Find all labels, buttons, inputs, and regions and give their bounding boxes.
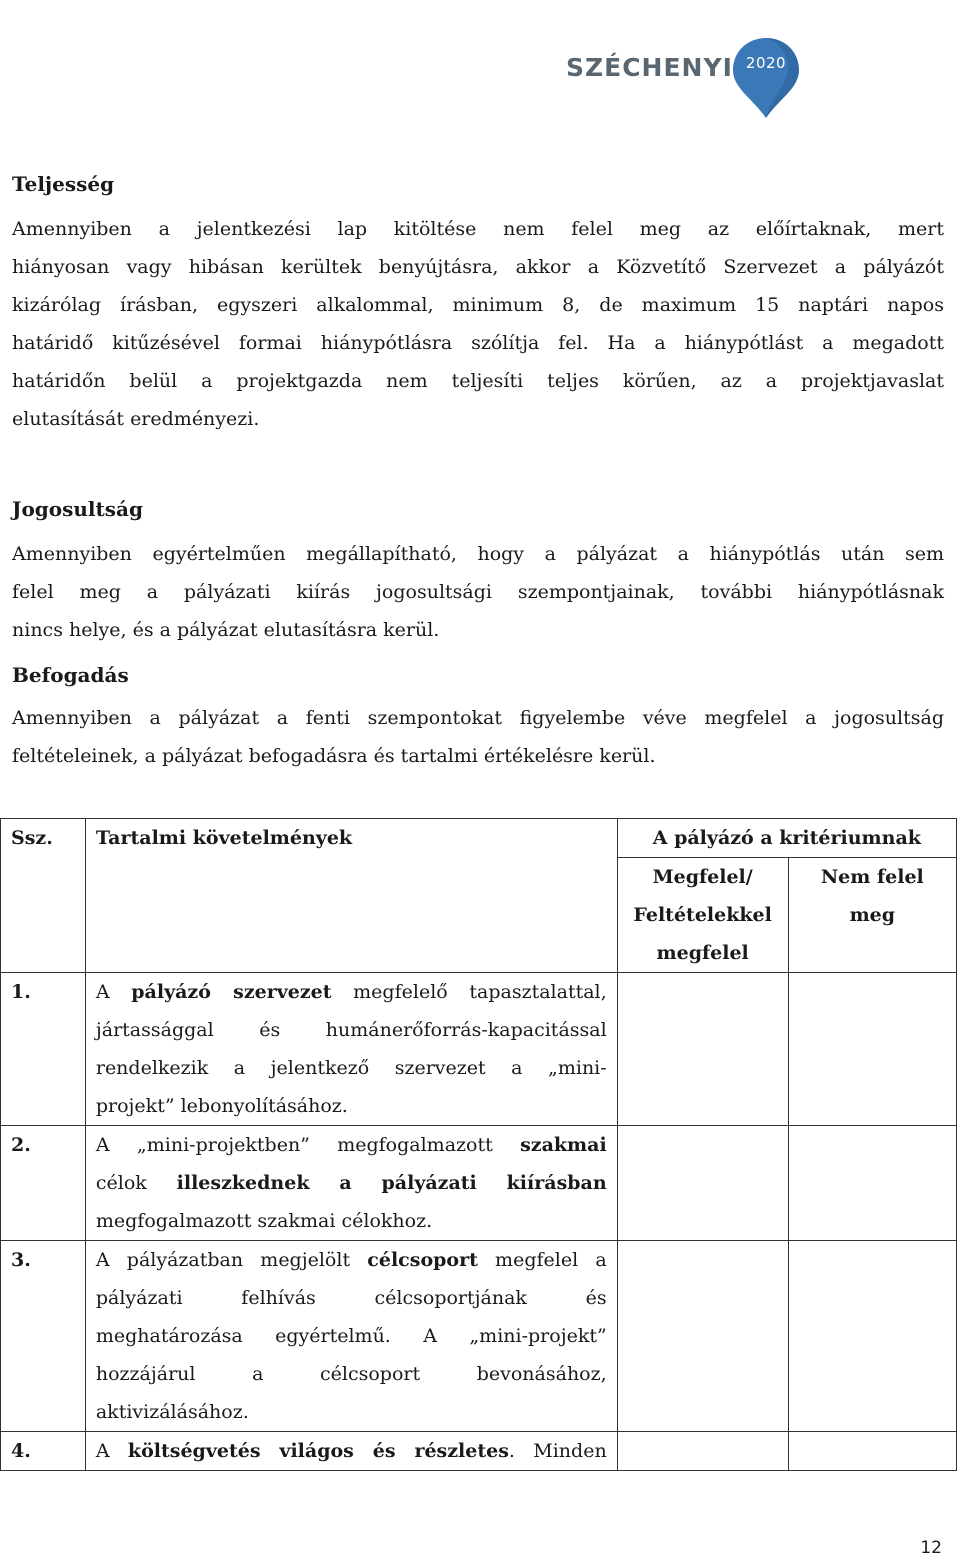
requirement-line [96,1049,607,1087]
text-line: hiányosan vagy hibásan kerültek benyújtásra, akkor a Közvetítő Szervezet a pályázót [12,256,944,278]
requirement-emphasis: pályázó szervezet [131,981,332,1003]
requirement-text [85,973,617,1126]
requirement-fragment: megfelel a [477,1249,607,1271]
requirement-fragment: hozzájárul a célcsoport bevonásához, [95,1363,607,1385]
heading-befogadas: Befogadás [12,663,129,687]
row-number: 4. [1,1432,86,1471]
header-line: Nem felel [820,866,924,888]
requirement-fragment: rendelkezik a jelentkező szervezet a „mini- [95,1057,607,1079]
requirement-fragment: jártassággal és humánerőforrás-kapacitással [95,1019,607,1041]
requirement-line [96,1164,607,1202]
text-line: Amennyiben a pályázat a fenti szempontokat figyelembe véve megfelel a jogosultság [12,707,944,729]
text-line: felel meg a pályázati kiírás jogosultsági szempontjainak, további hiánypótlásnak [12,581,944,603]
requirement-fragment: projekt” lebonyolításához. [95,1095,348,1117]
checkbox-cell-meets[interactable] [617,973,788,1126]
column-header-not-meets [788,858,956,973]
requirement-emphasis: célcsoport [367,1249,478,1271]
requirement-line [96,1279,607,1317]
header-line: Feltételekkel [633,904,772,926]
checkbox-cell-not-meets[interactable] [788,1126,956,1241]
requirement-line [96,973,607,1011]
heading-jogosultsag: Jogosultság [12,497,143,521]
text-line: Amennyiben a jelentkezési lap kitöltése nem felel meg az előírtaknak, mert [12,218,944,240]
requirement-fragment: A pályázatban megjelölt [95,1249,368,1271]
requirement-line [96,1432,607,1470]
checkbox-cell-not-meets[interactable] [788,1241,956,1432]
requirement-fragment: célok [95,1172,147,1194]
requirement-fragment: megfogalmazott szakmai célokhoz. [95,1210,433,1232]
requirement-line [96,1241,607,1279]
table-row [1,1241,957,1432]
paragraph-befogadas [12,699,944,775]
row-number: 2. [1,1126,86,1241]
requirement-line [96,1317,607,1355]
requirement-fragment: A [95,1440,128,1462]
text-line: Amennyiben egyértelműen megállapítható, hogy a pályázat a hiánypótlás után sem [12,543,944,565]
column-header-number: Ssz. [1,819,86,973]
column-header-meets [617,858,788,973]
row-number: 1. [1,973,86,1126]
text-line: elutasítását eredményezi. [12,408,260,430]
requirement-text [85,1126,617,1241]
requirement-line [96,1011,607,1049]
requirement-text [85,1241,617,1432]
requirement-emphasis: költségvetés világos és részletes [127,1440,509,1462]
requirement-line [96,1087,607,1125]
table-header-row [1,819,957,858]
checkbox-cell-not-meets[interactable] [788,973,956,1126]
text-line: határidőn belül a projektgazda nem teljesíti teljes körűen, az a projektjavaslat [12,370,944,392]
requirement-emphasis: illeszkednek a pályázati kiírásban [146,1172,607,1194]
checkbox-cell-meets[interactable] [617,1241,788,1432]
checkbox-cell-meets[interactable] [617,1126,788,1241]
logo-year: 2020 [745,54,787,72]
table-body [1,973,957,1471]
checkbox-cell-meets[interactable] [617,1432,788,1471]
logo-wordmark: SZÉCHENYI [566,53,733,82]
header-line: meg [849,904,896,926]
paragraph-teljesseg [12,210,944,438]
text-line: nincs helye, és a pályázat elutasításra kerül. [12,619,440,641]
table-row [1,973,957,1126]
requirement-line [96,1355,607,1393]
szechenyi-2020-logo [566,36,806,120]
row-number: 3. [1,1241,86,1432]
requirement-fragment: A „mini-projektben” megfogalmazott [95,1134,521,1156]
text-line: feltételeinek, a pályázat befogadásra és tartalmi értékelésre kerül. [12,745,656,767]
column-header-requirements: Tartalmi követelmények [85,819,617,973]
map-pin-icon [730,36,802,120]
requirement-fragment: megfelelő tapasztalattal, [331,981,607,1003]
requirement-emphasis: szakmai [520,1134,607,1156]
requirement-line [96,1393,607,1431]
header-line: megfelel [656,942,749,964]
paragraph-jogosultsag [12,535,944,649]
requirement-fragment: meghatározása egyértelmű. A „mini-projekt” [95,1325,607,1347]
requirement-line [96,1202,607,1240]
criteria-table [0,818,957,1471]
column-header-criteria: A pályázó a kritériumnak [617,819,956,858]
requirement-fragment: . Minden [508,1440,607,1462]
header-line: Megfelel/ [652,866,753,888]
requirement-line [96,1126,607,1164]
table-row [1,1126,957,1241]
requirement-fragment: A [95,981,132,1003]
requirement-fragment: aktivizálásához. [95,1401,249,1423]
page-number: 12 [920,1538,942,1558]
requirement-fragment: pályázati felhívás célcsoportjának és [95,1287,607,1309]
table-row [1,1432,957,1471]
text-line: kizárólag írásban, egyszeri alkalommal, minimum 8, de maximum 15 naptári napos [12,294,944,316]
text-line: határidő kitűzésével formai hiánypótlásra szólítja fel. Ha a hiánypótlást a megadott [12,332,944,354]
heading-teljesseg: Teljesség [12,172,115,196]
requirement-text [85,1432,617,1471]
checkbox-cell-not-meets[interactable] [788,1432,956,1471]
